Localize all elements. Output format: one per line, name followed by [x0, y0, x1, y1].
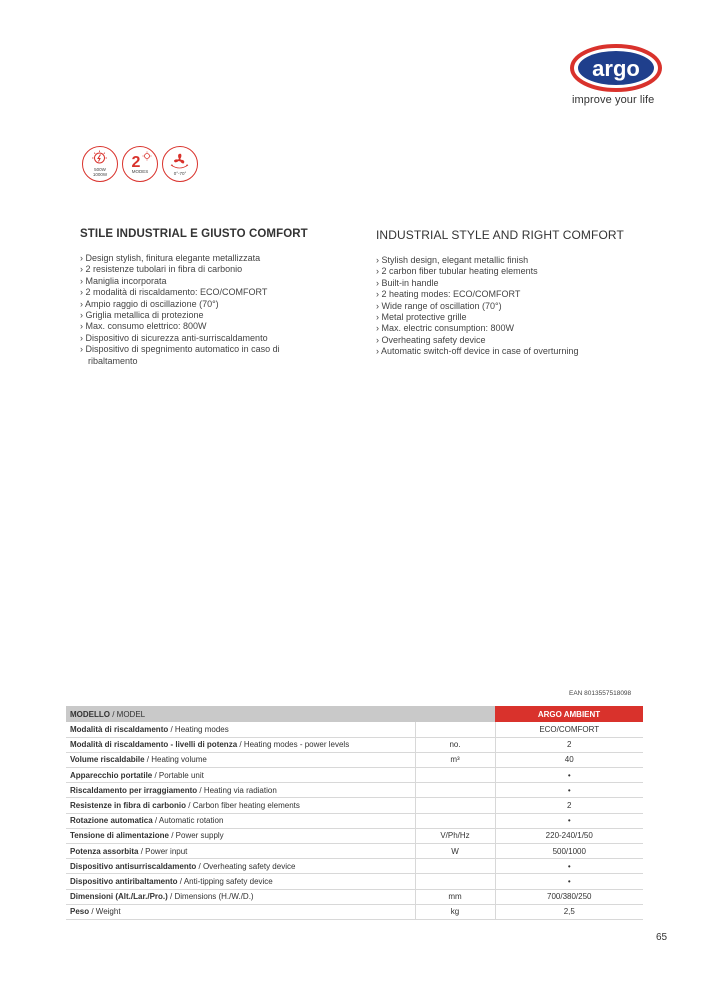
- model-header-it: MODELLO: [70, 709, 110, 719]
- modes-icon: [123, 147, 156, 180]
- list-item: › Built-in handle: [376, 278, 656, 289]
- spec-label: [66, 768, 415, 783]
- list-item: › 2 resistenze tubolari in fibra di carbonio: [80, 264, 360, 275]
- spec-label: [66, 874, 415, 889]
- separator: /: [168, 724, 175, 734]
- list-item: › 2 modalità di riscaldamento: ECO/COMFORT: [80, 287, 360, 298]
- spec-label-it: Dimensioni (Alt./Lar./Pro.): [70, 892, 168, 902]
- table-header-row: [66, 706, 643, 722]
- modes-number: 2: [131, 154, 141, 171]
- separator: /: [152, 816, 159, 826]
- spec-value: •: [495, 783, 643, 798]
- table-row: [66, 859, 643, 874]
- list-item: › 2 carbon fiber tubular heating elements: [376, 266, 656, 277]
- tagline: improve your life: [572, 94, 655, 106]
- oscillation-caption: 0°-70°: [173, 171, 187, 176]
- spec-label-it: Modalità di riscaldamento: [70, 724, 169, 734]
- ean-code: EAN 8013557518098: [569, 690, 632, 697]
- spec-label-it: Apparecchio portatile: [70, 770, 153, 780]
- spec-unit: m³: [415, 752, 495, 767]
- spec-value: 2: [495, 798, 643, 813]
- list-item: › Metal protective grille: [376, 312, 656, 323]
- table-row: [66, 798, 643, 813]
- spec-value: 220-240/1/50: [495, 828, 643, 843]
- list-item: › Max. consumo elettrico: 800W: [80, 321, 360, 332]
- spec-label: [66, 844, 415, 859]
- separator: /: [168, 831, 176, 841]
- table-row: [66, 904, 643, 919]
- spec-value: 500/1000: [495, 844, 643, 859]
- spec-label-it: Rotazione automatica: [70, 816, 153, 826]
- table-row: [66, 828, 643, 843]
- spec-label-en: Heating via radiation: [203, 785, 277, 795]
- spec-label-it: Resistenze in fibra di carbonio: [70, 801, 187, 811]
- table-row: [66, 889, 643, 904]
- separator: /: [152, 770, 159, 780]
- separator: /: [237, 740, 244, 750]
- spec-unit: kg: [415, 904, 495, 919]
- power-caption-2: 1000W: [92, 172, 108, 177]
- table-row: [66, 874, 643, 889]
- page-number: 65: [656, 932, 668, 943]
- list-item: › Maniglia incorporata: [80, 276, 360, 287]
- spec-label: [66, 813, 415, 828]
- spec-label-it: Tensione di alimentazione: [70, 831, 169, 841]
- spec-label: [66, 783, 415, 798]
- spec-value: •: [495, 768, 643, 783]
- separator: /: [138, 846, 146, 856]
- list-item: › Max. electric consumption: 800W: [376, 323, 656, 334]
- spec-label-en: Carbon fiber heating elements: [192, 801, 300, 811]
- logo-text: argo: [592, 56, 640, 81]
- spec-unit: no.: [415, 737, 495, 752]
- spec-label-en: Overheating safety device: [202, 861, 296, 871]
- spec-unit: [415, 859, 495, 874]
- english-features: [376, 228, 656, 358]
- power-badge: [82, 146, 118, 182]
- spec-label-en: Automatic rotation: [158, 816, 224, 826]
- spec-label-en: Anti-tipping safety device: [183, 876, 273, 886]
- spec-label: [66, 722, 415, 737]
- spec-label-en: Power supply: [175, 831, 224, 841]
- italian-features: [80, 228, 360, 367]
- separator: /: [186, 801, 193, 811]
- list-item: › Stylish design, elegant metallic finish: [376, 255, 656, 266]
- spec-label-it: Modalità di riscaldamento - livelli di potenza: [70, 740, 238, 750]
- spec-label: [66, 904, 415, 919]
- spec-label-it: Potenza assorbita: [70, 846, 139, 856]
- spec-label: [66, 859, 415, 874]
- spec-unit: mm: [415, 889, 495, 904]
- list-item: › Ampio raggio di oscillazione (70°): [80, 299, 360, 310]
- power-caption-1: 500W: [94, 167, 106, 172]
- separator: /: [89, 907, 96, 917]
- spec-label-en: Dimensions (H./W./D.): [174, 892, 254, 902]
- spec-value: 40: [495, 752, 643, 767]
- spec-unit: [415, 813, 495, 828]
- spec-label-en: Heating modes: [174, 724, 229, 734]
- list-item: › Automatic switch-off device in case of overturning: [376, 346, 656, 357]
- spec-unit: [415, 798, 495, 813]
- spec-unit: [415, 722, 495, 737]
- italian-feature-list: [80, 253, 360, 367]
- spec-unit: [415, 783, 495, 798]
- spec-label-it: Dispositivo antisurriscaldamento: [70, 861, 197, 871]
- english-feature-list: [376, 255, 656, 358]
- separator: /: [196, 861, 203, 871]
- spec-label-it: Volume riscaldabile: [70, 755, 145, 765]
- spec-label-en: Heating volume: [151, 755, 207, 765]
- spec-value: 2,5: [495, 904, 643, 919]
- list-item: › 2 heating modes: ECO/COMFORT: [376, 289, 656, 300]
- spec-value: ECO/COMFORT: [495, 722, 643, 737]
- spec-label-en: Power input: [145, 846, 188, 856]
- table-row: [66, 737, 643, 752]
- spec-label: [66, 828, 415, 843]
- spec-unit: W: [415, 844, 495, 859]
- table-row: [66, 752, 643, 767]
- spec-value: 700/380/250: [495, 889, 643, 904]
- spec-unit: [415, 768, 495, 783]
- oscillation-badge: [162, 146, 198, 182]
- list-item: › Dispositivo di sicurezza anti-surriscaldamento: [80, 333, 360, 344]
- spec-label-en: Portable unit: [158, 770, 204, 780]
- italian-title: STILE INDUSTRIAL E GIUSTO COMFORT: [80, 228, 308, 240]
- model-header: [66, 706, 495, 722]
- modes-badge: [122, 146, 158, 182]
- separator: /: [144, 755, 152, 765]
- separator: /: [110, 709, 117, 719]
- list-item: › Griglia metallica di protezione: [80, 310, 360, 321]
- spec-label-en: Weight: [95, 907, 121, 917]
- spec-label: [66, 889, 415, 904]
- model-header-en: MODEL: [116, 709, 146, 719]
- spec-label-en: Heating modes - power levels: [243, 740, 350, 750]
- spec-label: [66, 737, 415, 752]
- table-row: [66, 813, 643, 828]
- table-row: [66, 783, 643, 798]
- table-row: [66, 722, 643, 737]
- english-title: INDUSTRIAL STYLE AND RIGHT COMFORT: [376, 228, 624, 242]
- spec-value: 2: [495, 737, 643, 752]
- spec-label: [66, 752, 415, 767]
- list-item: › Dispositivo di spegnimento automatico in caso di ribaltamento: [80, 344, 313, 367]
- spec-value: •: [495, 859, 643, 874]
- spec-label-it: Riscaldamento per irraggiamento: [70, 785, 198, 795]
- spec-value: •: [495, 874, 643, 889]
- table-row: [66, 844, 643, 859]
- spec-unit: [415, 874, 495, 889]
- list-item: › Design stylish, finitura elegante metallizzata: [80, 253, 360, 264]
- spec-label-it: Peso: [70, 907, 90, 917]
- list-item: › Overheating safety device: [376, 335, 656, 346]
- spec-table: [66, 706, 643, 920]
- spec-unit: V/Ph/Hz: [415, 828, 495, 843]
- model-name: ARGO AMBIENT: [495, 706, 643, 722]
- separator: /: [167, 892, 175, 902]
- separator: /: [177, 876, 184, 886]
- list-item: › Wide range of oscillation (70°): [376, 301, 656, 312]
- separator: /: [197, 785, 204, 795]
- feature-badges: [82, 146, 198, 182]
- spec-label: [66, 798, 415, 813]
- modes-caption: MODES: [131, 169, 149, 174]
- table-row: [66, 768, 643, 783]
- argo-logo: [570, 42, 662, 94]
- spec-value: •: [495, 813, 643, 828]
- spec-label-it: Dispositivo antiribaltamento: [70, 876, 178, 886]
